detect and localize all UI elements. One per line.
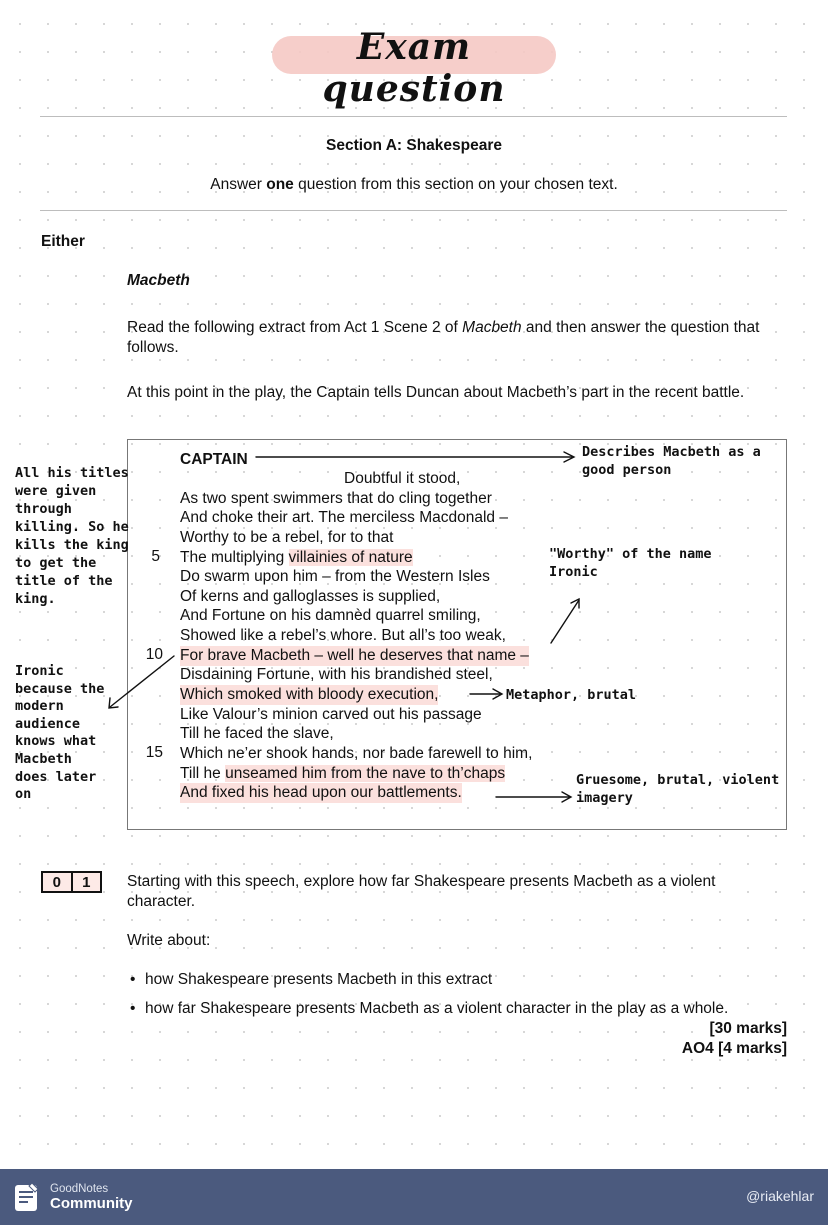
bullet-icon: •	[130, 1000, 136, 1017]
extract-line: Worthy to be a rebel, for to that	[180, 529, 394, 546]
extract-line: As two spent swimmers that do cling together	[180, 490, 492, 507]
arrow-ironic	[110, 656, 174, 707]
extract-line: Which ne’er shook hands, nor bade farewell to him,	[180, 745, 533, 762]
line-number: 15	[145, 744, 163, 761]
extract-line: Till he faced the slave,	[180, 725, 334, 742]
write-about-label: Write about:	[127, 932, 211, 949]
author-handle[interactable]: @riakehlar	[746, 1188, 814, 1204]
extract-line: And choke their art. The merciless Macdonald –	[180, 509, 508, 526]
extract-line: Showed like a rebel’s whore. But all’s too weak,	[180, 627, 506, 644]
marks-total: [30 marks]	[709, 1020, 787, 1037]
bullet-item: how Shakespeare presents Macbeth in this extract	[145, 971, 493, 988]
extract-line-highlighted: The multiplying villainies of nature	[180, 549, 413, 566]
annotation-titles: All his titles were given through killing. So he kills the king to get the title of the king.	[15, 465, 129, 607]
extract-line: Do swarm upon him – from the Western Isles	[180, 568, 490, 585]
page-title-text: Exam question	[322, 26, 506, 110]
marks-ao4: AO4 [4 marks]	[681, 1040, 787, 1057]
bullet-item: how far Shakespeare presents Macbeth as a violent character in the play as a whole.	[145, 1000, 729, 1017]
question-number-box	[41, 871, 102, 893]
extract-line: And Fortune on his damnèd quarrel smiling,	[180, 607, 481, 624]
question-number-digit: 0	[43, 873, 73, 891]
arrow-worthy	[551, 600, 579, 643]
extract-line-highlighted: And fixed his head upon our battlements.	[180, 784, 462, 801]
extract-line-highlighted: Till he unseamed him from the nave to th’chaps	[180, 765, 506, 782]
annotation-gruesome: Gruesome, brutal, violent imagery	[576, 772, 780, 806]
question-text: Starting with this speech, explore how far Shakespeare presents Macbeth as a violent character.	[127, 873, 716, 910]
speaker-name: CAPTAIN	[180, 451, 248, 468]
annotation-worthy: "Worthy" of the name Ironic	[549, 546, 712, 580]
goodnotes-logo-icon	[14, 1182, 40, 1212]
extract-line: Like Valour’s minion carved out his passage	[180, 706, 482, 723]
line-number: 10	[145, 646, 163, 663]
intro-paragraph-2: At this point in the play, the Captain tells Duncan about Macbeth’s part in the recent battle.	[127, 384, 745, 401]
section-instruction: Answer one question from this section on your chosen text.	[210, 176, 618, 193]
intro-paragraph-1: Read the following extract from Act 1 Scene 2 of Macbeth and then answer the question that follows.	[127, 319, 760, 356]
section-title: Section A: Shakespeare	[325, 137, 503, 154]
text-title: Macbeth	[127, 272, 190, 289]
extract-line: Disdaining Fortune, with his brandished steel,	[180, 666, 493, 683]
brand-community[interactable]: Community	[50, 1195, 133, 1212]
brand-name: GoodNotes	[50, 1183, 109, 1195]
extract-line: Of kerns and galloglasses is supplied,	[180, 588, 441, 605]
either-label: Either	[41, 233, 85, 250]
annotation-describes: Describes Macbeth as a good person	[582, 444, 761, 478]
extract-line-highlighted: Which smoked with bloody execution,	[180, 686, 439, 703]
annotation-metaphor: Metaphor, brutal	[506, 687, 637, 703]
extract-line-first: Doubtful it stood,	[344, 470, 461, 487]
annotation-ironic: Ironic because the modern audience knows what Macbeth does later on	[15, 663, 105, 803]
extract-line-highlighted: For brave Macbeth – well he deserves that name –	[180, 647, 529, 664]
line-number: 5	[151, 548, 160, 565]
bullet-icon: •	[130, 971, 136, 988]
question-number-digit: 1	[73, 873, 101, 891]
